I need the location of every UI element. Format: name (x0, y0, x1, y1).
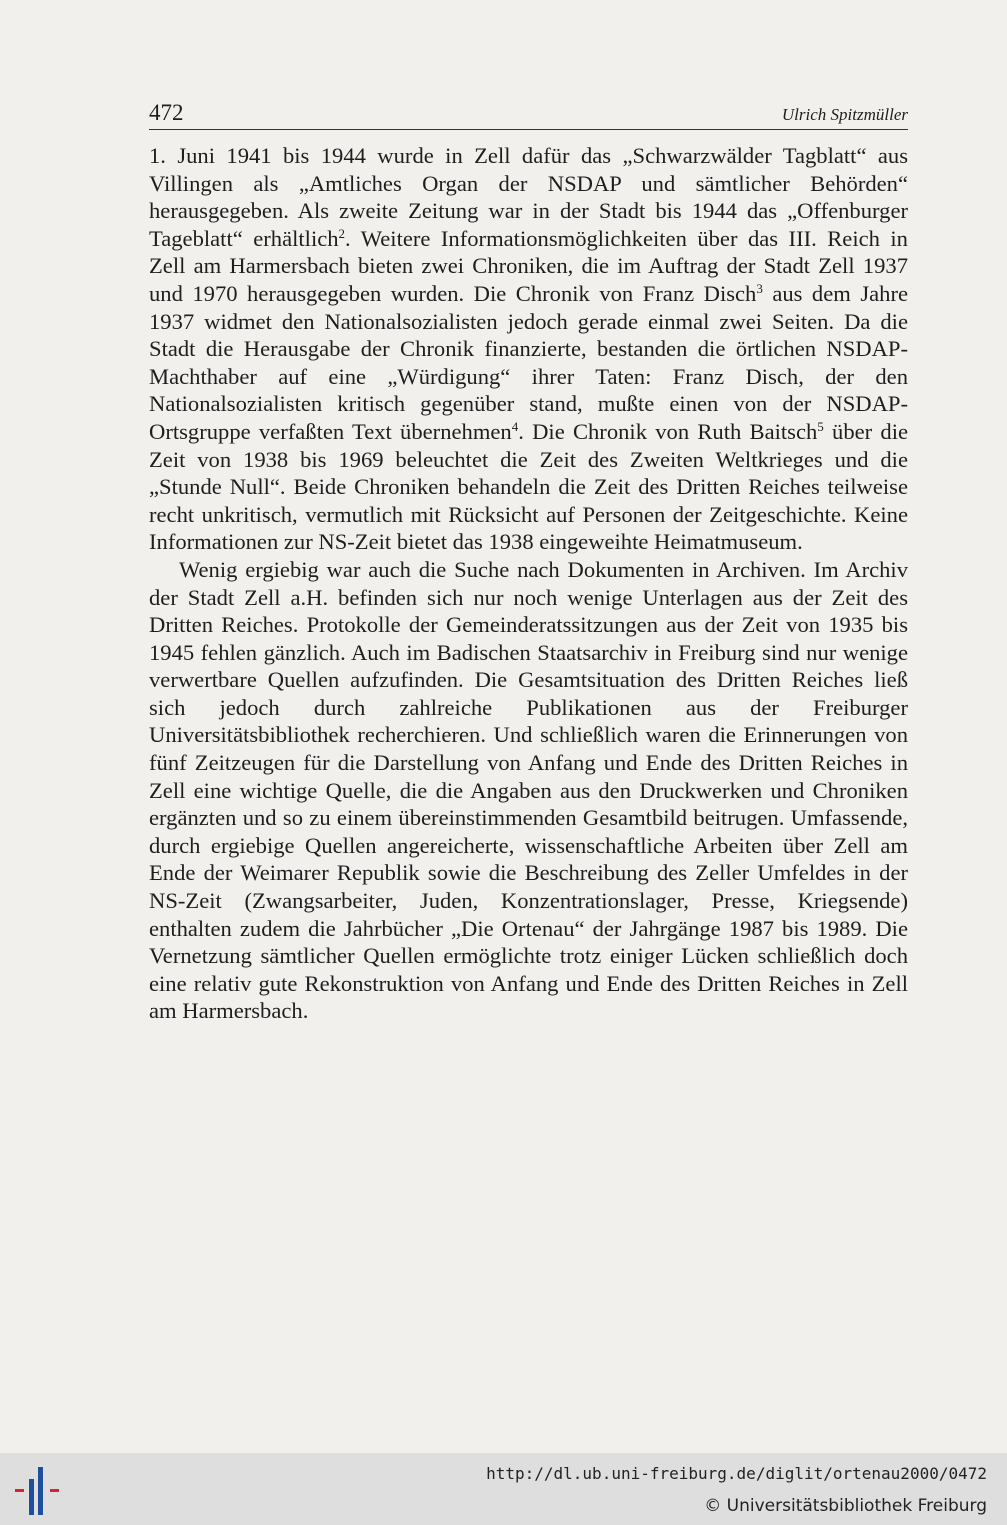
text-segment: . Die Chronik von Ruth Baitsch (518, 418, 818, 444)
paragraph (149, 142, 908, 556)
text-segment: . Weitere Informationsmöglichkeiten über das III. Reich in Zell am Harmersbach bieten zwei Chroniken, die im Auftrag der Stadt Zell 1937 und 1970 herausgegeben wurden. Die Chronik von Franz Disch (149, 225, 908, 306)
logo-blue-bar-2 (38, 1467, 43, 1515)
page-header (149, 99, 908, 130)
paragraph (149, 556, 908, 1025)
text-segment: aus dem Jahre 1937 widmet den Nationalsozialisten jedoch gerade einmal zwei Seiten. Da die Stadt die Herausgabe der Chronik finanzierte, bestanden die örtlichen NSDAP-Machthaber auf eine „Würdigung“ ihrer Taten: Franz Disch, der den Nationalsozialisten kritisch gegenüber stand, mußte einen von der NSDAP-Ortsgruppe verfaßten Text übernehmen (149, 280, 908, 444)
page-number: 472 (149, 100, 184, 125)
footnote-marker[interactable]: 3 (756, 280, 763, 296)
footnote-marker[interactable]: 5 (817, 418, 824, 434)
logo-blue-bar-1 (29, 1479, 34, 1515)
logo-red-right (50, 1489, 59, 1492)
footer-url-link[interactable]: http://dl.ub.uni-freiburg.de/diglit/ortenau2000/0472 (486, 1464, 987, 1483)
footnote-marker[interactable]: 2 (338, 225, 346, 241)
footer-copyright: © Universitätsbibliothek Freiburg (704, 1496, 987, 1516)
ub-freiburg-logo-icon[interactable] (13, 1465, 63, 1515)
text-segment: über die Zeit von 1938 bis 1969 beleuchtet die Zeit des Zweiten Weltkrieges und die „Stunde Null“. Beide Chroniken behandeln die Zeit des Dritten Reiches teilweise recht unkritisch, vermutlich mit Rücksicht auf Personen der Zeitgeschichte. Keine Informationen zur NS-Zeit bietet das 1938 eingeweihte Heimatmuseum. (149, 418, 908, 555)
logo-red-left (15, 1489, 24, 1492)
footnote-marker[interactable]: 4 (511, 418, 519, 434)
body-text (149, 142, 908, 1025)
text-segment: Wenig ergiebig war auch die Suche nach Dokumenten in Archiven. Im Archiv der Stadt Zell a.H. befinden sich nur noch wenige Unterlagen aus der Zeit des Dritten Reiches. Protokolle der Gemeinderatssitzungen aus der Zeit von 1935 bis 1945 fehlen gänzlich. Auch im Badischen Staatsarchiv in Freiburg sind nur wenige verwertbare Quellen aufzufinden. Die Gesamtsituation des Dritten Reiches ließ sich jedoch durch zahlreiche Publikationen aus der Freiburger Universitätsbibliothek recherchieren. Und schließlich waren die Erinnerungen von fünf Zeitzeugen für die Darstellung von Anfang und Ende des Dritten Reiches in Zell eine wichtige Quelle, die die Angaben aus den Druckwerken und Chroniken ergänzten und so zu einem übereinstimmenden Gesamtbild beitrugen. Umfassende, durch ergiebige Quellen angereicherte, wissenschaftliche Arbeiten über Zell am Ende der Weimarer Republik sowie die Beschreibung des Zeller Umfeldes in der NS-Zeit (Zwangsarbeiter, Juden, Konzentrationslager, Presse, Kriegsende) enthalten zudem die Jahrbücher „Die Ortenau“ der Jahrgänge 1987 bis 1989. Die Vernetzung sämtlicher Quellen ermöglichte trotz einiger Lücken schließlich doch eine relativ gute Rekonstruktion von Anfang und Ende des Dritten Reiches in Zell am Harmersbach. (149, 556, 908, 1024)
text-segment: 1. Juni 1941 bis 1944 wurde in Zell dafür das „Schwarzwälder Tagblatt“ aus Villingen als „Amtliches Organ der NSDAP und sämtlicher Behörden“ herausgegeben. Als zweite Zeitung war in der Stadt bis 1944 das „Offenburger Tageblatt“ erhältlich (149, 143, 908, 251)
running-head-author: Ulrich Spitzmüller (781, 105, 908, 124)
